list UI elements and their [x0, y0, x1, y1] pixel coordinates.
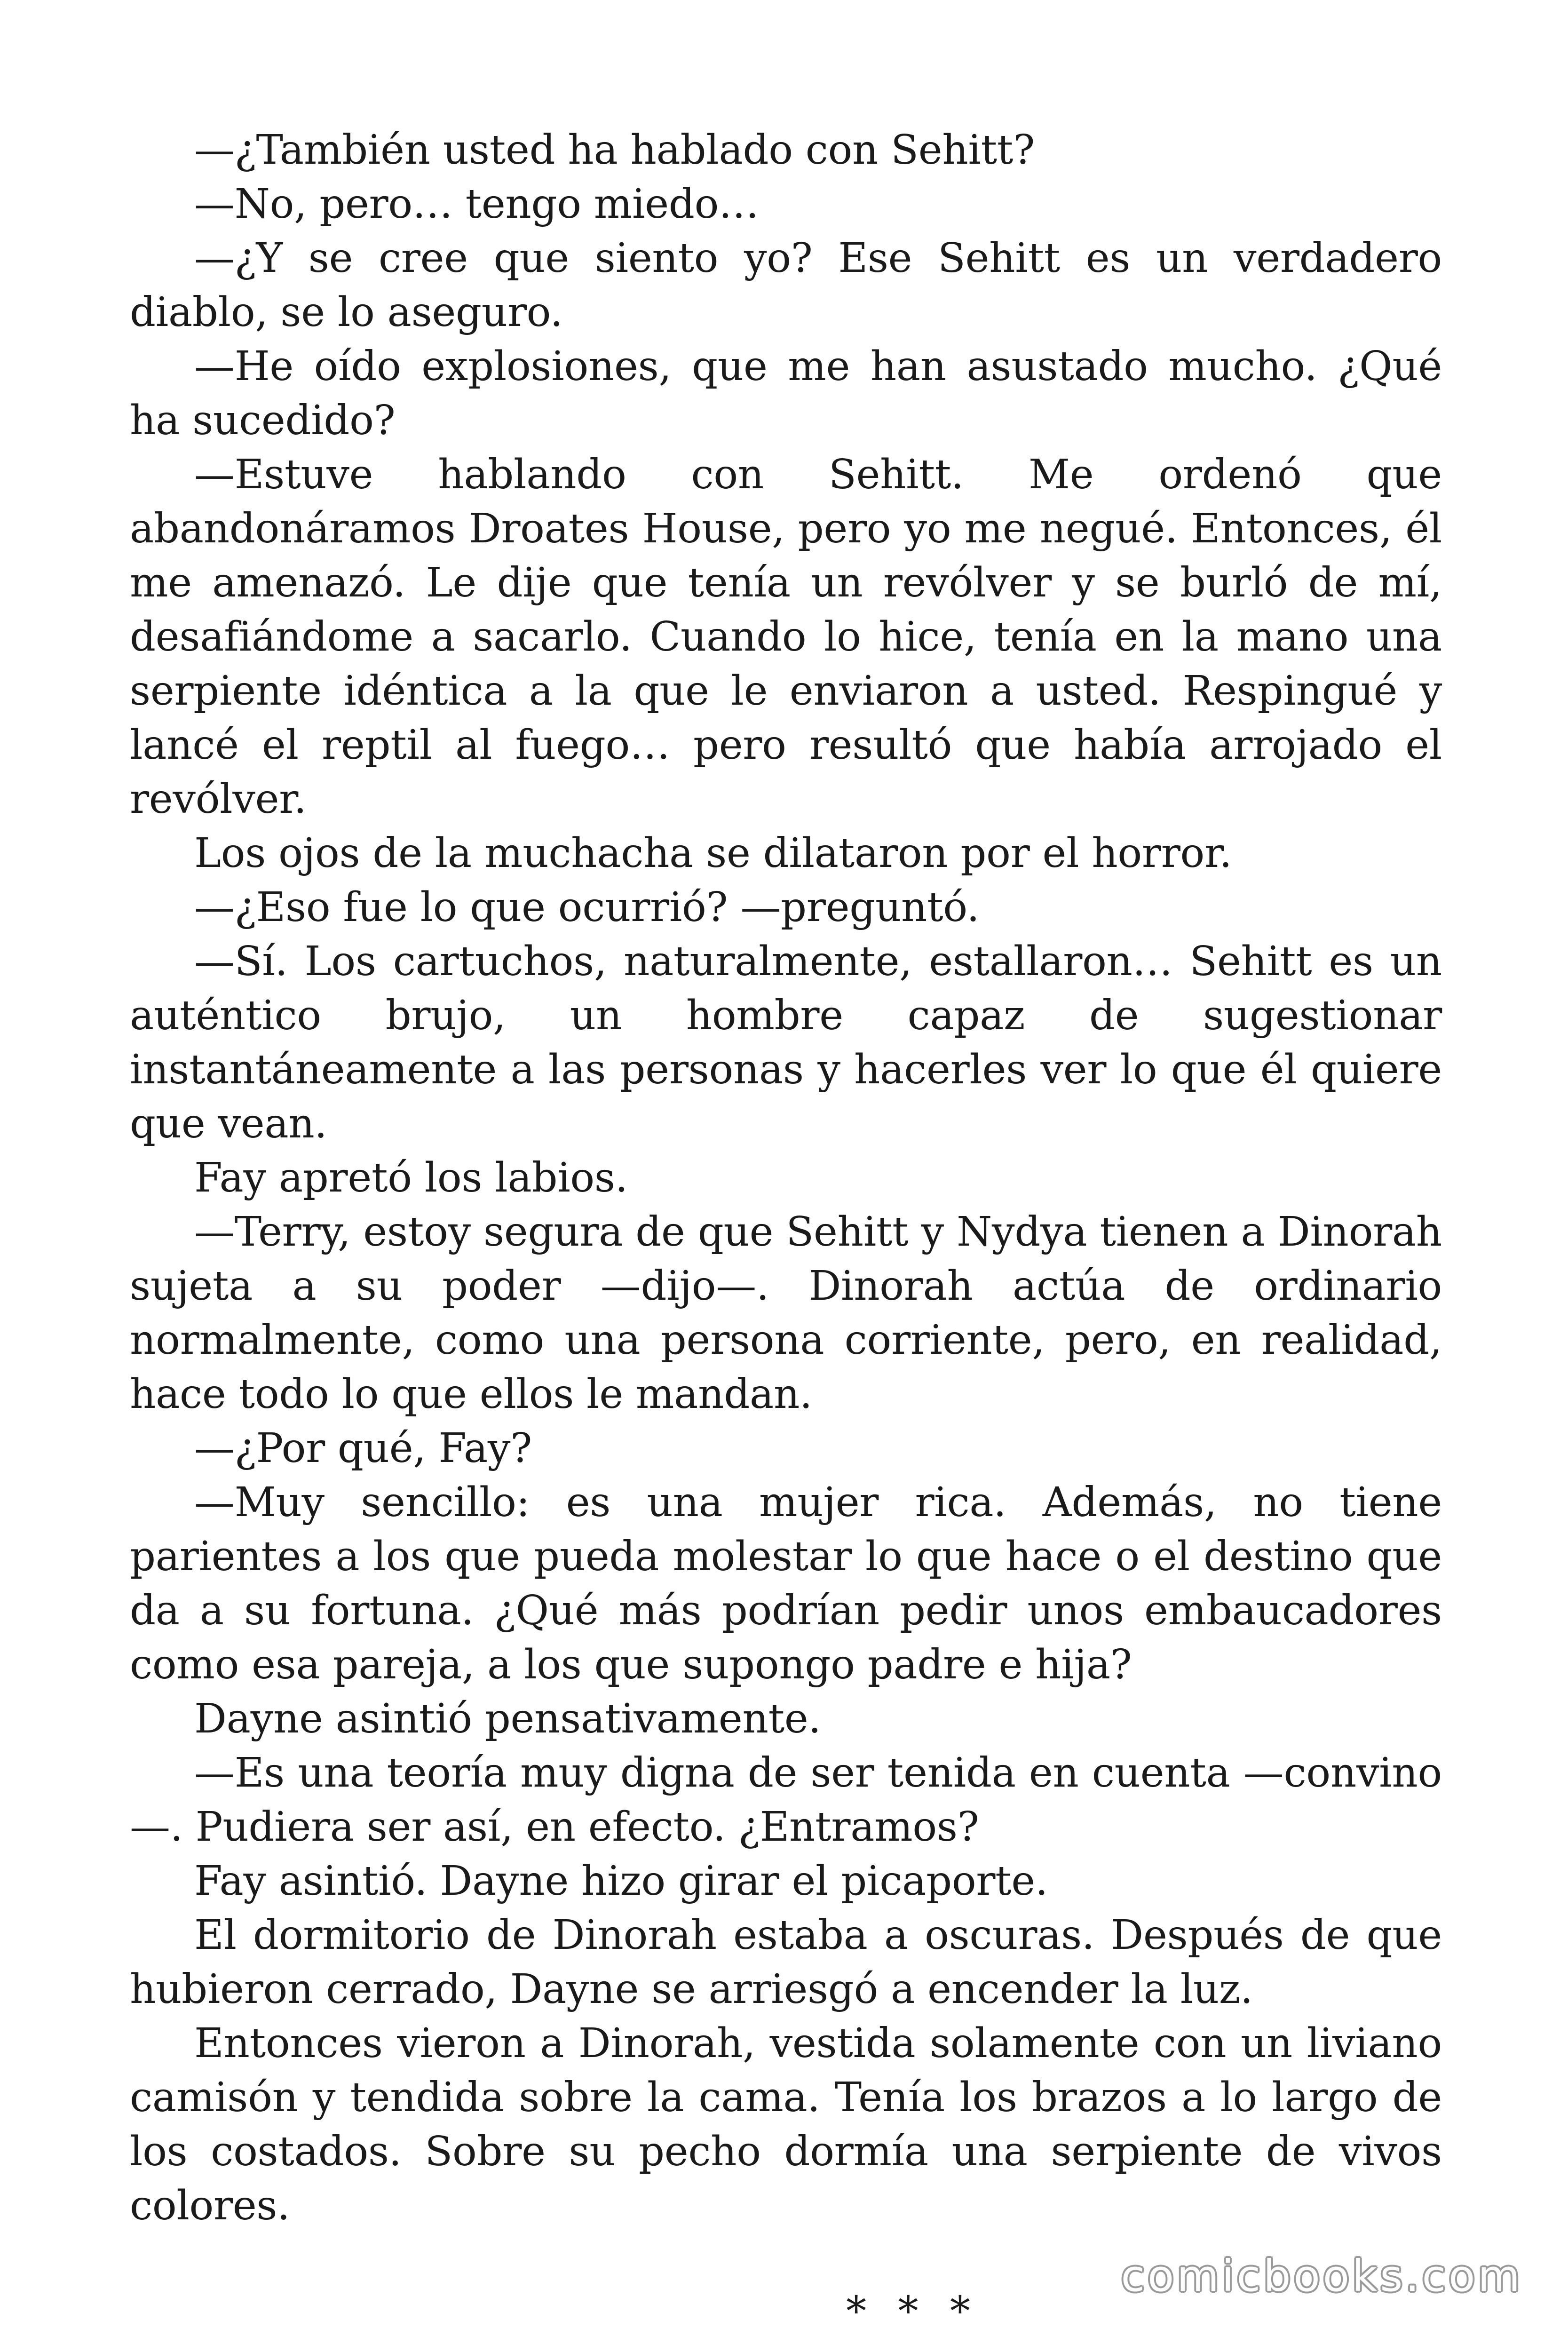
- paragraph: Fay asintió. Dayne hizo girar el picaporte.: [194, 1858, 1048, 1905]
- paragraph: —¿También usted ha hablado con Sehitt?: [194, 127, 1035, 174]
- paragraph: Dayne asintió pensativamente.: [194, 1695, 821, 1742]
- paragraph: —¿Eso fue lo que ocurrió? —preguntó.: [194, 884, 980, 931]
- paragraph: —Es una teoría muy digna de ser tenida en cuenta —convino—. Pudiera ser así, en efecto. ¿Entramos?: [130, 1749, 1442, 1851]
- paragraph: Fay apretó los labios.: [194, 1154, 628, 1201]
- paragraph: —Sí. Los cartuchos, naturalmente, estallaron… Sehitt es un auténtico brujo, un hombre capaz de sugestionar instantáneamente a las personas y hacerles ver lo que él quiere que vean.: [130, 938, 1442, 1147]
- paragraph: Entonces vieron a Dinorah, vestida solamente con un liviano camisón y tendida sobre la cama. Tenía los brazos a lo largo de los costados. Sobre su pecho dormía una serpiente de vivos colores.: [130, 2020, 1442, 2229]
- paragraph: —No, pero… tengo miedo…: [194, 181, 759, 228]
- paragraph: —¿Y se cree que siento yo? Ese Sehitt es un verdadero diablo, se lo aseguro.: [130, 235, 1442, 336]
- paragraph: —Terry, estoy segura de que Sehitt y Nydya tienen a Dinorah sujeta a su poder —dijo—. Dinorah actúa de ordinario normalmente, como una persona corriente, pero, en realidad, hace todo lo que ellos le mandan.: [130, 1208, 1442, 1418]
- paragraph: —¿Por qué, Fay?: [194, 1425, 532, 1472]
- page-body: [130, 123, 1442, 2339]
- paragraph: Los ojos de la muchacha se dilataron por el horror.: [194, 830, 1232, 877]
- paragraph: —Estuve hablando con Sehitt. Me ordenó que abandonáramos Droates House, pero yo me negué. Entonces, él me amenazó. Le dije que tenía un revólver y se burló de mí, desafiándome a sacarlo. Cuando lo hice, tenía en la mano una serpiente idéntica a la que le enviaron a usted. Respingué y lancé el reptil al fuego… pero resultó que había arrojado el revólver.: [130, 451, 1442, 823]
- paragraph: El dormitorio de Dinorah estaba a oscuras. Después de que hubieron cerrado, Dayne se arriesgó a encender la luz.: [130, 1912, 1442, 2013]
- section-separator: * * *: [846, 2288, 980, 2335]
- watermark: comicbooks.com: [1121, 2251, 1523, 2301]
- paragraph: —Muy sencillo: es una mujer rica. Además, no tiene parientes a los que pueda molestar lo que hace o el destino que da a su fortuna. ¿Qué más podrían pedir unos embaucadores como esa pareja, a los que supongo padre e hija?: [130, 1479, 1442, 1688]
- paragraph: —He oído explosiones, que me han asustado mucho. ¿Qué ha sucedido?: [130, 343, 1442, 444]
